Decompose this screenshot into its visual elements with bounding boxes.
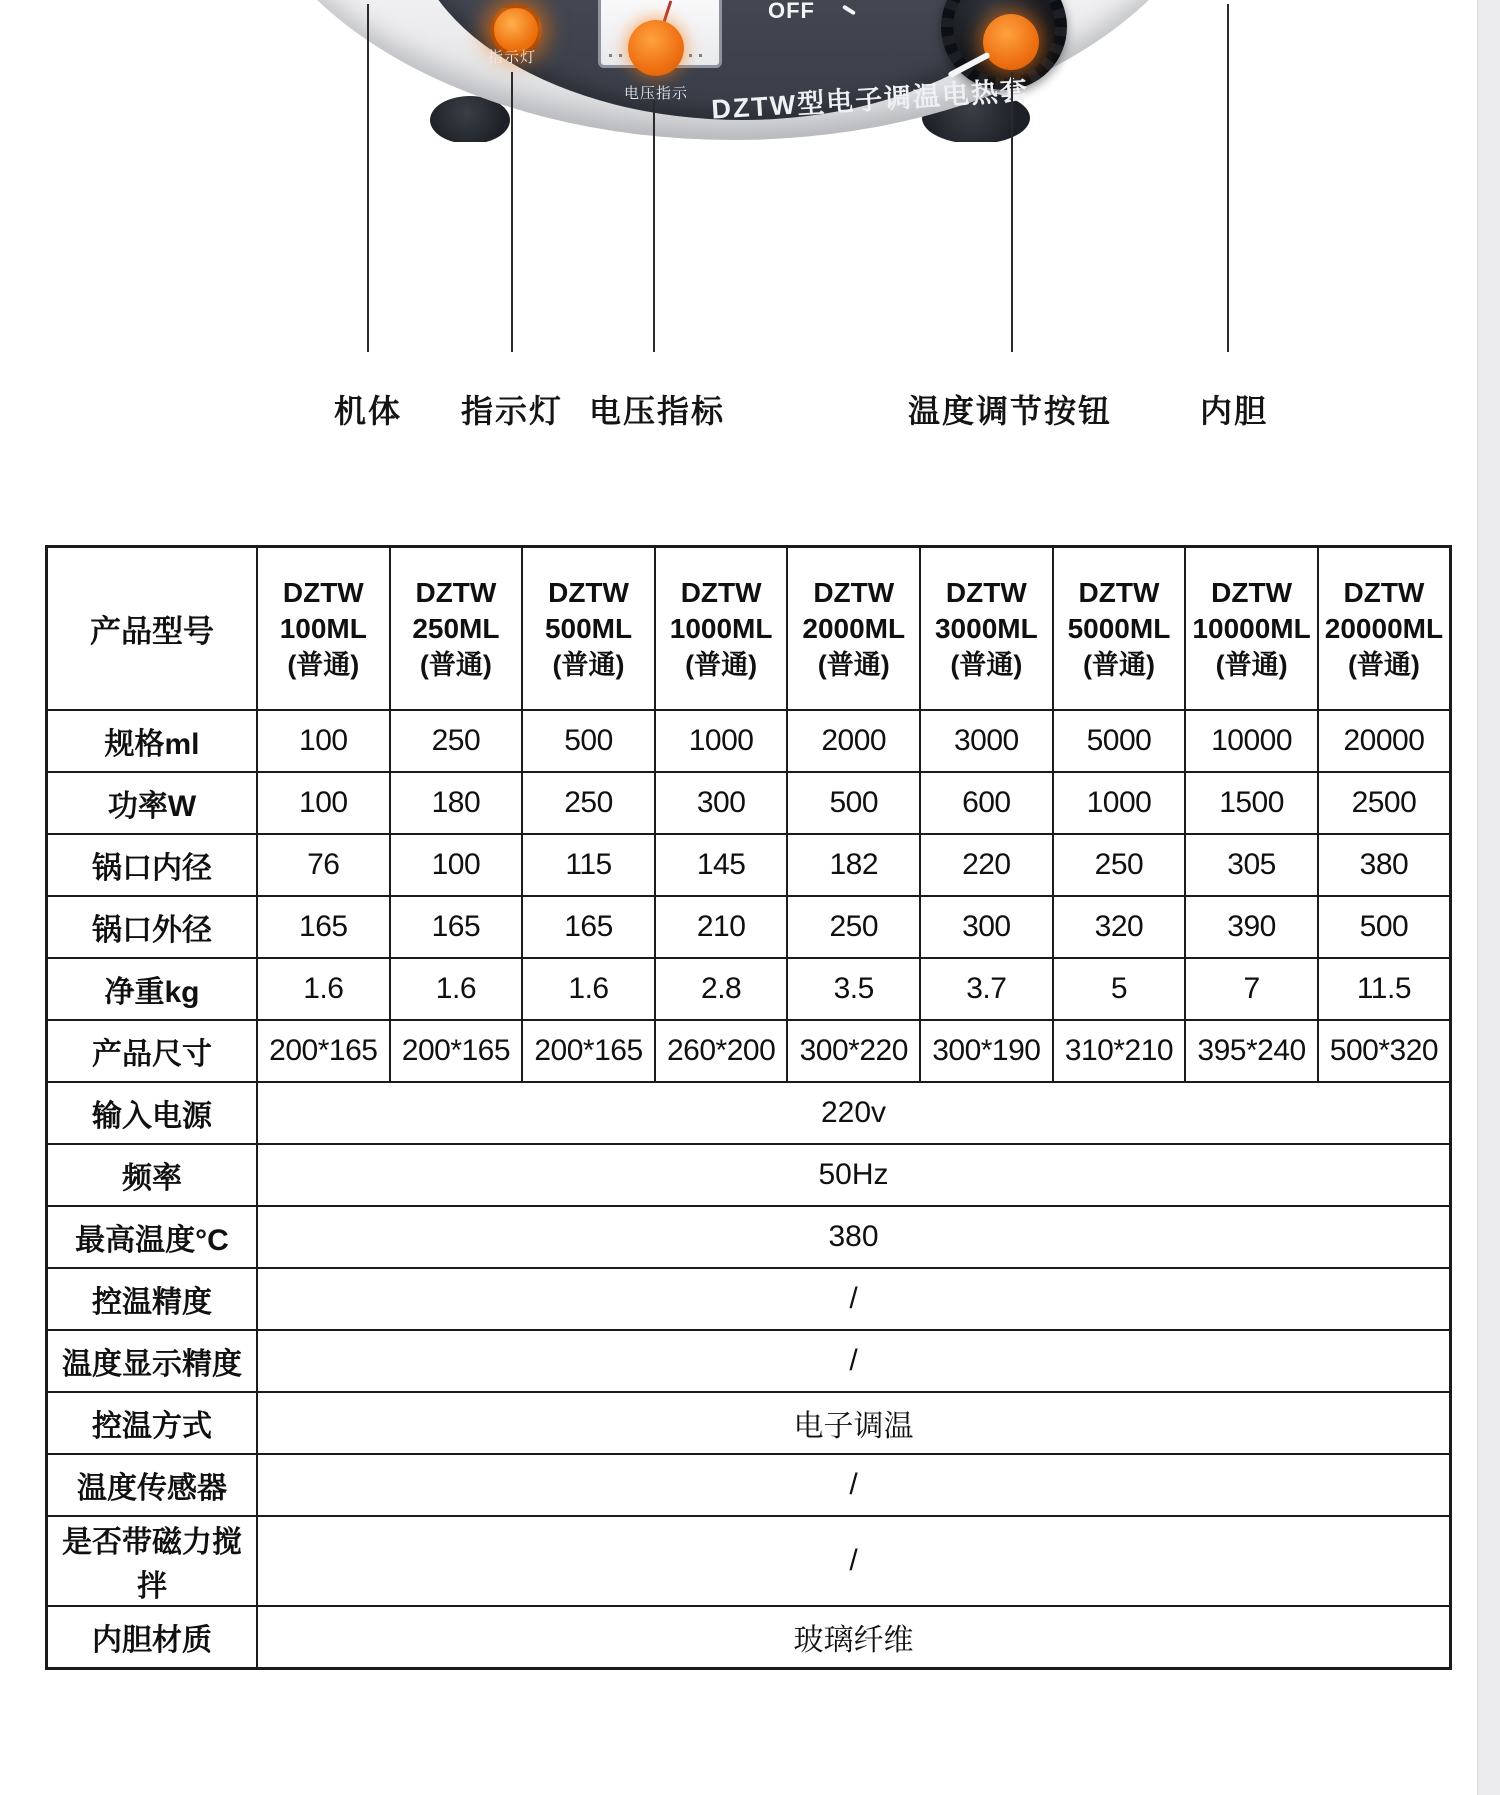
spec-span-cell: 220v bbox=[257, 1082, 1451, 1144]
spec-cell: 310*210 bbox=[1053, 1020, 1186, 1082]
spec-cell: 1000 bbox=[1053, 772, 1186, 834]
spec-cell: 250 bbox=[787, 896, 920, 958]
spec-cell: 165 bbox=[522, 896, 655, 958]
indicator-light-label: 指示灯 bbox=[487, 49, 536, 66]
spec-cell: 1500 bbox=[1185, 772, 1318, 834]
spec-cell: 100 bbox=[257, 710, 390, 772]
spec-cell: 210 bbox=[655, 896, 788, 958]
spec-cell: 165 bbox=[257, 896, 390, 958]
spec-row bbox=[47, 710, 1451, 772]
callout-label-2: 指示灯 bbox=[460, 393, 564, 429]
spec-cell: 7 bbox=[1185, 958, 1318, 1020]
spec-row-label: 产品尺寸 bbox=[47, 1020, 258, 1082]
spec-row-label: 频率 bbox=[47, 1144, 258, 1206]
spec-span-cell: / bbox=[257, 1268, 1451, 1330]
spec-cell: 180 bbox=[390, 772, 523, 834]
spec-cell: 300 bbox=[920, 896, 1053, 958]
spec-column-header-1: DZTW 100ML (普通) bbox=[257, 547, 390, 711]
spec-cell: 1.6 bbox=[522, 958, 655, 1020]
spec-cell: 500 bbox=[1318, 896, 1451, 958]
spec-span-cell: 电子调温 bbox=[257, 1392, 1451, 1454]
spec-cell: 300*190 bbox=[920, 1020, 1053, 1082]
spec-column-header-9: DZTW 20000ML (普通) bbox=[1318, 547, 1451, 711]
spec-row-label: 控温精度 bbox=[47, 1268, 258, 1330]
spec-row-label: 温度显示精度 bbox=[47, 1330, 258, 1392]
spec-cell: 5 bbox=[1053, 958, 1186, 1020]
spec-cell: 76 bbox=[257, 834, 390, 896]
spec-cell: 200*165 bbox=[257, 1020, 390, 1082]
voltage-meter-label: 电压指示 bbox=[623, 85, 688, 102]
spec-row-label: 控温方式 bbox=[47, 1392, 258, 1454]
spec-column-header-5: DZTW 2000ML (普通) bbox=[787, 547, 920, 711]
spec-span-cell: 50Hz bbox=[257, 1144, 1451, 1206]
device-model-title: DZTW型电子调温电热套 bbox=[710, 75, 1030, 125]
spec-row bbox=[47, 1392, 1451, 1454]
spec-cell: 3.5 bbox=[787, 958, 920, 1020]
spec-cell: 2500 bbox=[1318, 772, 1451, 834]
spec-column-header-4: DZTW 1000ML (普通) bbox=[655, 547, 788, 711]
spec-span-cell: / bbox=[257, 1516, 1451, 1606]
spec-cell: 1.6 bbox=[257, 958, 390, 1020]
spec-cell: 10000 bbox=[1185, 710, 1318, 772]
callout-label-1: 机体 bbox=[333, 393, 403, 429]
spec-cell: 165 bbox=[390, 896, 523, 958]
spec-cell: 3000 bbox=[920, 710, 1053, 772]
spec-row bbox=[47, 958, 1451, 1020]
spec-cell: 100 bbox=[257, 772, 390, 834]
spec-row bbox=[47, 1330, 1451, 1392]
product-hero bbox=[0, 0, 1500, 440]
spec-cell: 260*200 bbox=[655, 1020, 788, 1082]
spec-cell: 200*165 bbox=[390, 1020, 523, 1082]
spec-span-cell: / bbox=[257, 1454, 1451, 1516]
spec-row-label: 是否带磁力搅拌 bbox=[47, 1516, 258, 1606]
spec-column-header-3: DZTW 500ML (普通) bbox=[522, 547, 655, 711]
spec-cell: 250 bbox=[1053, 834, 1186, 896]
spec-cell: 380 bbox=[1318, 834, 1451, 896]
spec-row-label: 锅口内径 bbox=[47, 834, 258, 896]
spec-cell: 250 bbox=[522, 772, 655, 834]
spec-cell: 500 bbox=[787, 772, 920, 834]
spec-row bbox=[47, 1268, 1451, 1330]
spec-span-cell: 玻璃纤维 bbox=[257, 1606, 1451, 1669]
spec-cell: 250 bbox=[390, 710, 523, 772]
spec-row bbox=[47, 772, 1451, 834]
callout-label-4: 温度调节按钮 bbox=[907, 393, 1113, 429]
spec-row-label: 锅口外径 bbox=[47, 896, 258, 958]
spec-span-cell: / bbox=[257, 1330, 1451, 1392]
spec-cell: 2.8 bbox=[655, 958, 788, 1020]
spec-cell: 300*220 bbox=[787, 1020, 920, 1082]
spec-cell: 500 bbox=[522, 710, 655, 772]
spec-row-label: 最高温度°C bbox=[47, 1206, 258, 1268]
spec-cell: 100 bbox=[390, 834, 523, 896]
knob-off-label: OFF bbox=[768, 0, 815, 23]
spec-cell: 1000 bbox=[655, 710, 788, 772]
spec-row bbox=[47, 1454, 1451, 1516]
spec-cell: 500*320 bbox=[1318, 1020, 1451, 1082]
spec-row-label: 温度传感器 bbox=[47, 1454, 258, 1516]
spec-corner-label: 产品型号 bbox=[47, 547, 258, 711]
spec-cell: 145 bbox=[655, 834, 788, 896]
spec-row bbox=[47, 1144, 1451, 1206]
spec-cell: 200*165 bbox=[522, 1020, 655, 1082]
spec-row bbox=[47, 1206, 1451, 1268]
spec-cell: 390 bbox=[1185, 896, 1318, 958]
spec-row bbox=[47, 1020, 1451, 1082]
spec-cell: 182 bbox=[787, 834, 920, 896]
spec-column-header-6: DZTW 3000ML (普通) bbox=[920, 547, 1053, 711]
spec-row-label: 规格ml bbox=[47, 710, 258, 772]
spec-cell: 2000 bbox=[787, 710, 920, 772]
spec-cell: 5000 bbox=[1053, 710, 1186, 772]
spec-cell: 600 bbox=[920, 772, 1053, 834]
spec-row-label: 功率W bbox=[47, 772, 258, 834]
spec-row-label: 净重kg bbox=[47, 958, 258, 1020]
spec-column-header-7: DZTW 5000ML (普通) bbox=[1053, 547, 1186, 711]
spec-row bbox=[47, 1606, 1451, 1669]
scrollbar-track[interactable] bbox=[1477, 0, 1500, 1795]
spec-cell: 300 bbox=[655, 772, 788, 834]
spec-cell: 11.5 bbox=[1318, 958, 1451, 1020]
spec-cell: 220 bbox=[920, 834, 1053, 896]
spec-cell: 395*240 bbox=[1185, 1020, 1318, 1082]
spec-row bbox=[47, 834, 1451, 896]
spec-cell: 1.6 bbox=[390, 958, 523, 1020]
spec-cell: 3.7 bbox=[920, 958, 1053, 1020]
spec-row bbox=[47, 1082, 1451, 1144]
spec-column-header-8: DZTW 10000ML (普通) bbox=[1185, 547, 1318, 711]
spec-row-label: 内胆材质 bbox=[47, 1606, 258, 1669]
spec-row bbox=[47, 1516, 1451, 1606]
spec-cell: 305 bbox=[1185, 834, 1318, 896]
spec-column-header-2: DZTW 250ML (普通) bbox=[390, 547, 523, 711]
callout-label-5: 内胆 bbox=[1199, 393, 1269, 429]
callout-label-3: 电压指标 bbox=[588, 393, 726, 429]
spec-table bbox=[45, 545, 1452, 1670]
spec-cell: 115 bbox=[522, 834, 655, 896]
spec-row-label: 输入电源 bbox=[47, 1082, 258, 1144]
spec-span-cell: 380 bbox=[257, 1206, 1451, 1268]
spec-cell: 320 bbox=[1053, 896, 1186, 958]
callout-lines bbox=[0, 0, 1500, 440]
spec-row bbox=[47, 896, 1451, 958]
spec-cell: 20000 bbox=[1318, 710, 1451, 772]
